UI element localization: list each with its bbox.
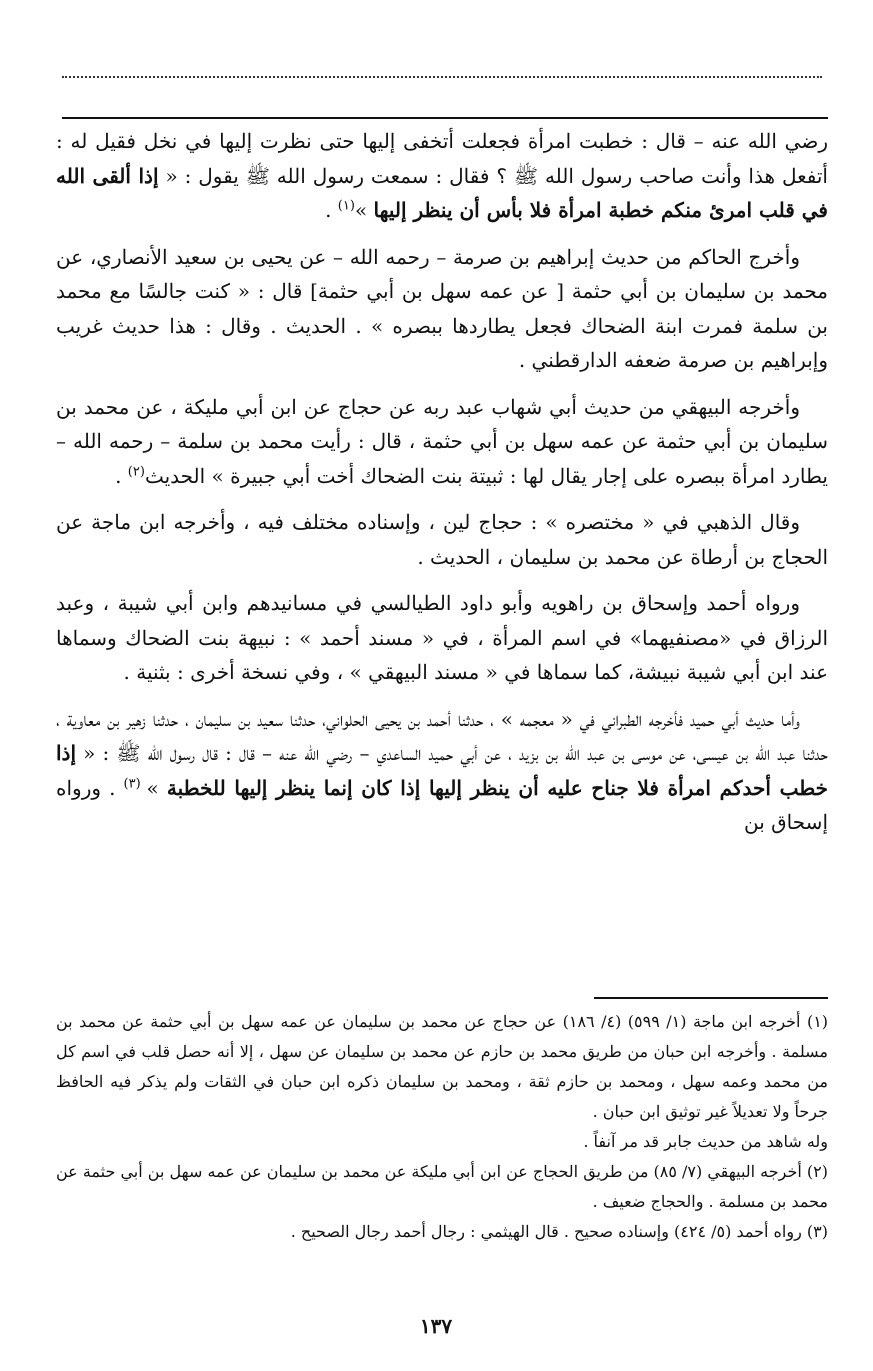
paragraph-1-text: رضي الله عنه – قال : خطبت امرأة فجعلت أتخفى إليها حتى نظرت إليها في نخل فقيل له : أتفعل هذا وأنت صاحب رسول الله ﷺ ؟ فقال : سمعت رسول الله ﷺ يقول : « [56, 129, 828, 188]
paragraph-1-tail: . [325, 198, 338, 222]
footnote-3: (٣) رواه أحمد (٥/ ٤٢٤) وإسناده صحيح . قال الهيثمي : رجال أحمد رجال الصحيح . [290, 1222, 828, 1241]
hadith-quote-2: إذا خطب أحدكم امرأة فلا جناح عليه أن ينظر إليها إذا كان إنما ينظر إليها للخطبة [56, 741, 828, 800]
quote-close-2: » [146, 775, 167, 800]
header-rule [62, 117, 828, 119]
hadith-quote-1: إذا ألقى الله في قلب امرئ منكم خطبة امرأة فلا بأس أن ينظر إليها [56, 163, 828, 222]
main-text [56, 124, 828, 852]
paragraph-6 [56, 702, 828, 840]
page-number: ١٣٧ [419, 1314, 453, 1338]
paragraph-3-tail: . [115, 463, 128, 488]
footnote-1-addendum: وله شاهد من حديث جابر قد مر آنفاً . [583, 1132, 828, 1151]
footnote-1: (١) أخرجه ابن ماجة (١/ ٥٩٩) (٤/ ١٨٦) عن حجاج عن محمد بن سليمان عن عمه سهل بن أبي حثمة عن محمد بن مسلمة . وأخرجه ابن حبان من طريق محمد بن حازم عن محمد بن سليمان عن سهل ، إلا أنه حصل قلب في اسم كل من محمد وعمه سهل ، ومحمد بن حازم ثقة ، ومحمد بن سليمان ذكره ابن حبان في الثقات ولم يذكر فيه الحافظ جرحاً ولا تعديلاً غير توثيق ابن حبان . [56, 1012, 829, 1121]
footnote-2: (٢) أخرجه البيهقي (٧/ ٨٥) من طريق الحجاج عن ابن أبي مليكة عن محمد بن سليمان عن عمه سهل بن أبي حثمة عن محمد بن مسلمة . والحجاج ضعيف . [56, 1162, 828, 1211]
footnote-ref-1[interactable]: (١) [337, 198, 355, 214]
paragraph-6-tail: . ورواه إسحاق بن [56, 775, 828, 834]
paragraph-4: وقال الذهبي في « مختصره » : حجاج لين ، وإسناده مختلف فيه ، وأخرجه ابن ماجة عن الحجاج بن أرطاة عن محمد بن سليمان ، الحديث . [56, 510, 828, 569]
paragraph-3 [56, 390, 828, 494]
paragraph-1 [56, 124, 828, 228]
footnote-ref-2[interactable]: (٢) [127, 463, 145, 479]
quote-close-1: » [354, 198, 374, 222]
footnote-separator [594, 997, 828, 999]
footnote-ref-3[interactable]: (٣) [123, 775, 147, 791]
paragraph-5: ورواه أحمد وإسحاق بن راهويه وأبو داود الطيالسي في مسانيدهم وابن أبي شيبة ، وعبد الرزاق في «مصنفيهما» في اسم المرأة ، في « مسند أحمد » : نبيهة بنت الضحاك وسماها عند ابن أبي شيبة نبيشة، كما سماها في « مسند البيهقي » ، وفي نسخة أخرى : بثنية . [56, 591, 828, 684]
footnotes [56, 1007, 828, 1247]
paragraph-2: وأخرج الحاكم من حديث إبراهيم بن صرمة – رحمه الله – عن يحيى بن سعيد الأنصاري، عن محمد بن سليمان بن أبي حثمة [ عن عمه سهل بن أبي حثمة] قال : « كنت جالسًا مع محمد بن سلمة فمرت ابنة الضحاك فجعل يطاردها ببصره » . الحديث . وقال : هذا حديث غريب وإبراهيم بن صرمة ضعفه الدارقطني . [56, 244, 829, 372]
header-dotted-line [62, 76, 822, 78]
paragraph-6-text: وأما حديث أبي حميد فأخرجه الطبراني في « معجمه » ، حدثنا أحمد بن يحيى الحلواني، حدثنا سعيد بن سليمان ، حدثنا زهير بن معاوية ، حدثنا عبد الله بن عيسى، عن موسى بن عبد الله بن بزيد ، عن أبي حميد الساعدي – رضي الله عنه – قال : قال رسول الله ﷺ : « [56, 706, 828, 765]
paragraph-3-text: وأخرجه البيهقي من حديث أبي شهاب عبد ربه عن حجاج عن ابن أبي مليكة ، عن محمد بن سليمان بن أبي حثمة عن عمه سهل بن أبي حثمة ، قال : رأيت محمد بن سلمة – رحمه الله – يطارد امرأة ببصره على إجار يقال لها : ثبيتة بنت الضحاك أخت أبي جبيرة » الحديث [56, 394, 828, 488]
